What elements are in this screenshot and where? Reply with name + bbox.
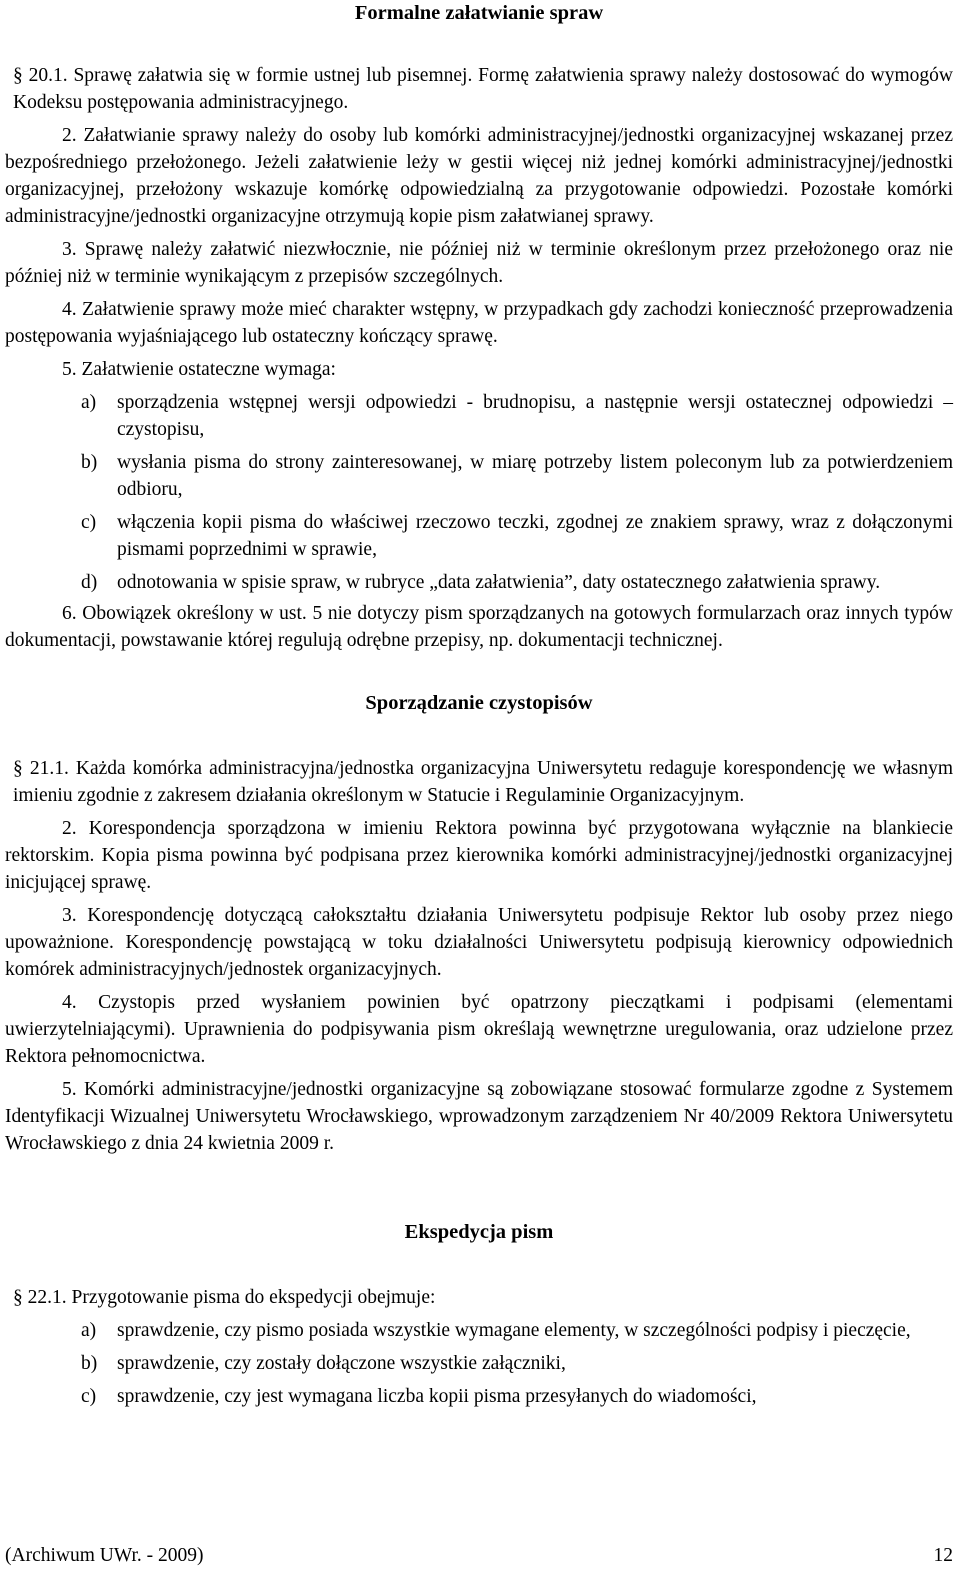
footer-archive-label: (Archiwum UWr. - 2009) [5,1545,204,1566]
paragraph-20-4: 4. Załatwienie sprawy może mieć charakter wstępny, w przypadkach gdy zachodzi konieczność przeprowadzenia postępowania wyjaśniającego lub ostateczny kończący sprawę. [5,299,953,347]
list-item-text: sporządzenia wstępnej wersji odpowiedzi - brudnopisu, a następnie wersji ostatecznej odpowiedzi – czystopisu, [117,392,953,440]
paragraph-22-1: § 22.1. Przygotowanie pisma do ekspedycji obejmuje: [13,1287,436,1308]
section-22-title: Ekspedycja pism [404,1221,554,1243]
list-item-marker: b) [81,1353,98,1374]
section-21-title: Sporządzanie czystopisów [365,692,593,714]
paragraph-21-3: 3. Korespondencję dotyczącą całokształtu działania Uniwersytetu podpisuje Rektor lub osoby przez niego upoważnione. Korespondencję powstającą w toku działalności Uniwersytetu podpisują kierownicy odpowiednich komórek administracyjnych/jednostek organizacyjnych. [5,905,953,980]
list-item [5,1350,953,1377]
list-item-text: sprawdzenie, czy jest wymagana liczba kopii pisma przesyłanych do wiadomości, [117,1386,757,1407]
paragraph-20-5: 5. Załatwienie ostateczne wymaga: [62,359,336,380]
section-20-title: Formalne załatwianie spraw [354,2,604,24]
list-item-text: sprawdzenie, czy pismo posiada wszystkie wymagane elementy, w szczególności podpisy i pieczęcie, [117,1320,911,1341]
list-item-text: wysłania pisma do strony zainteresowanej, w miarę potrzeby listem poleconym lub za potwierdzeniem odbioru, [117,452,953,500]
list-item-text: odnotowania w spisie spraw, w rubryce „data załatwienia”, daty ostatecznego załatwienia sprawy. [117,572,881,593]
paragraph-21-2: 2. Korespondencja sporządzona w imieniu Rektora powinna być przygotowana wyłącznie na blankiecie rektorskim. Kopia pisma powinna być podpisana przez kierownika komórki administracyjnej/jednostki organizacyjnej inicjującej sprawę. [5,818,953,893]
list-item-text: sprawdzenie, czy zostały dołączone wszystkie załączniki, [117,1353,566,1374]
list-item [5,449,953,503]
list-item-marker: b) [81,452,98,473]
paragraph-20-6: 6. Obowiązek określony w ust. 5 nie dotyczy pism sporządzanych na gotowych formularzach oraz innych typów dokumentacji, powstawanie której regulują odrębne przepisy, np. dokumentacji technicznej. [5,603,953,651]
list-item-marker: d) [81,572,98,593]
list-20-5 [5,389,953,596]
paragraph-21-5: 5. Komórki administracyjne/jednostki organizacyjne są zobowiązane stosować formularze zgodne z Systemem Identyfikacji Wizualnej Uniwersytetu Wrocławskiego, wprowadzonym zarządzeniem Nr 40/2009 Rektora Uniwersytetu Wrocławskiego z dnia 24 kwietnia 2009 r. [5,1079,953,1154]
list-item-marker: c) [81,512,97,533]
list-item-marker: a) [81,1320,97,1341]
list-item [5,1383,953,1410]
paragraph-21-1: § 21.1. Każda komórka administracyjna/jednostka organizacyjna Uniwersytetu redaguje korespondencję we własnym imieniu zgodnie z zakresem działania określonym w Statucie i Regulaminie Organizacyjnym. [13,758,953,806]
list-item-marker: c) [81,1386,97,1407]
list-22-1 [5,1317,953,1410]
paragraph-21-4: 4. Czystopis przed wysłaniem powinien być opatrzony pieczątkami i podpisami (elementami uwierzytelniającymi). Uprawnienia do podpisywania pism określają wewnętrzne uregulowania, oraz udzielone przez Rektora pełnomocnictwa. [5,992,953,1067]
paragraph-20-2: 2. Załatwianie sprawy należy do osoby lub komórki administracyjnej/jednostki organizacyjnej wskazanej przez bezpośredniego przełożonego. Jeżeli załatwienie leży w gestii więcej niż jednej komórki administracyjnej/jednostki organizacyjnej, przełożony wskazuje komórkę odpowiedzialną za przygotowanie odpowiedzi. Pozostałe komórki administracyjne/jednostki organizacyjne otrzymują kopie pism załatwianej sprawy. [5,125,953,227]
list-item [5,1317,953,1344]
document-page [5,0,953,1410]
page-footer [5,1544,953,1568]
list-item-text: włączenia kopii pisma do właściwej rzeczowo teczki, zgodnej ze znakiem sprawy, wraz z dołączonymi pismami poprzednimi w sprawie, [117,512,953,560]
list-item [5,569,953,596]
list-item [5,389,953,443]
list-item [5,509,953,563]
paragraph-20-1: § 20.1. Sprawę załatwia się w formie ustnej lub pisemnej. Formę załatwienia sprawy należy dostosować do wymogów Kodeksu postępowania administracyjnego. [13,65,953,113]
page-number: 12 [933,1545,953,1566]
list-item-marker: a) [81,392,97,413]
paragraph-20-3: 3. Sprawę należy załatwić niezwłocznie, nie później niż w terminie określonym przez przełożonego oraz nie później niż w terminie wynikającym z przepisów szczególnych. [5,239,953,287]
